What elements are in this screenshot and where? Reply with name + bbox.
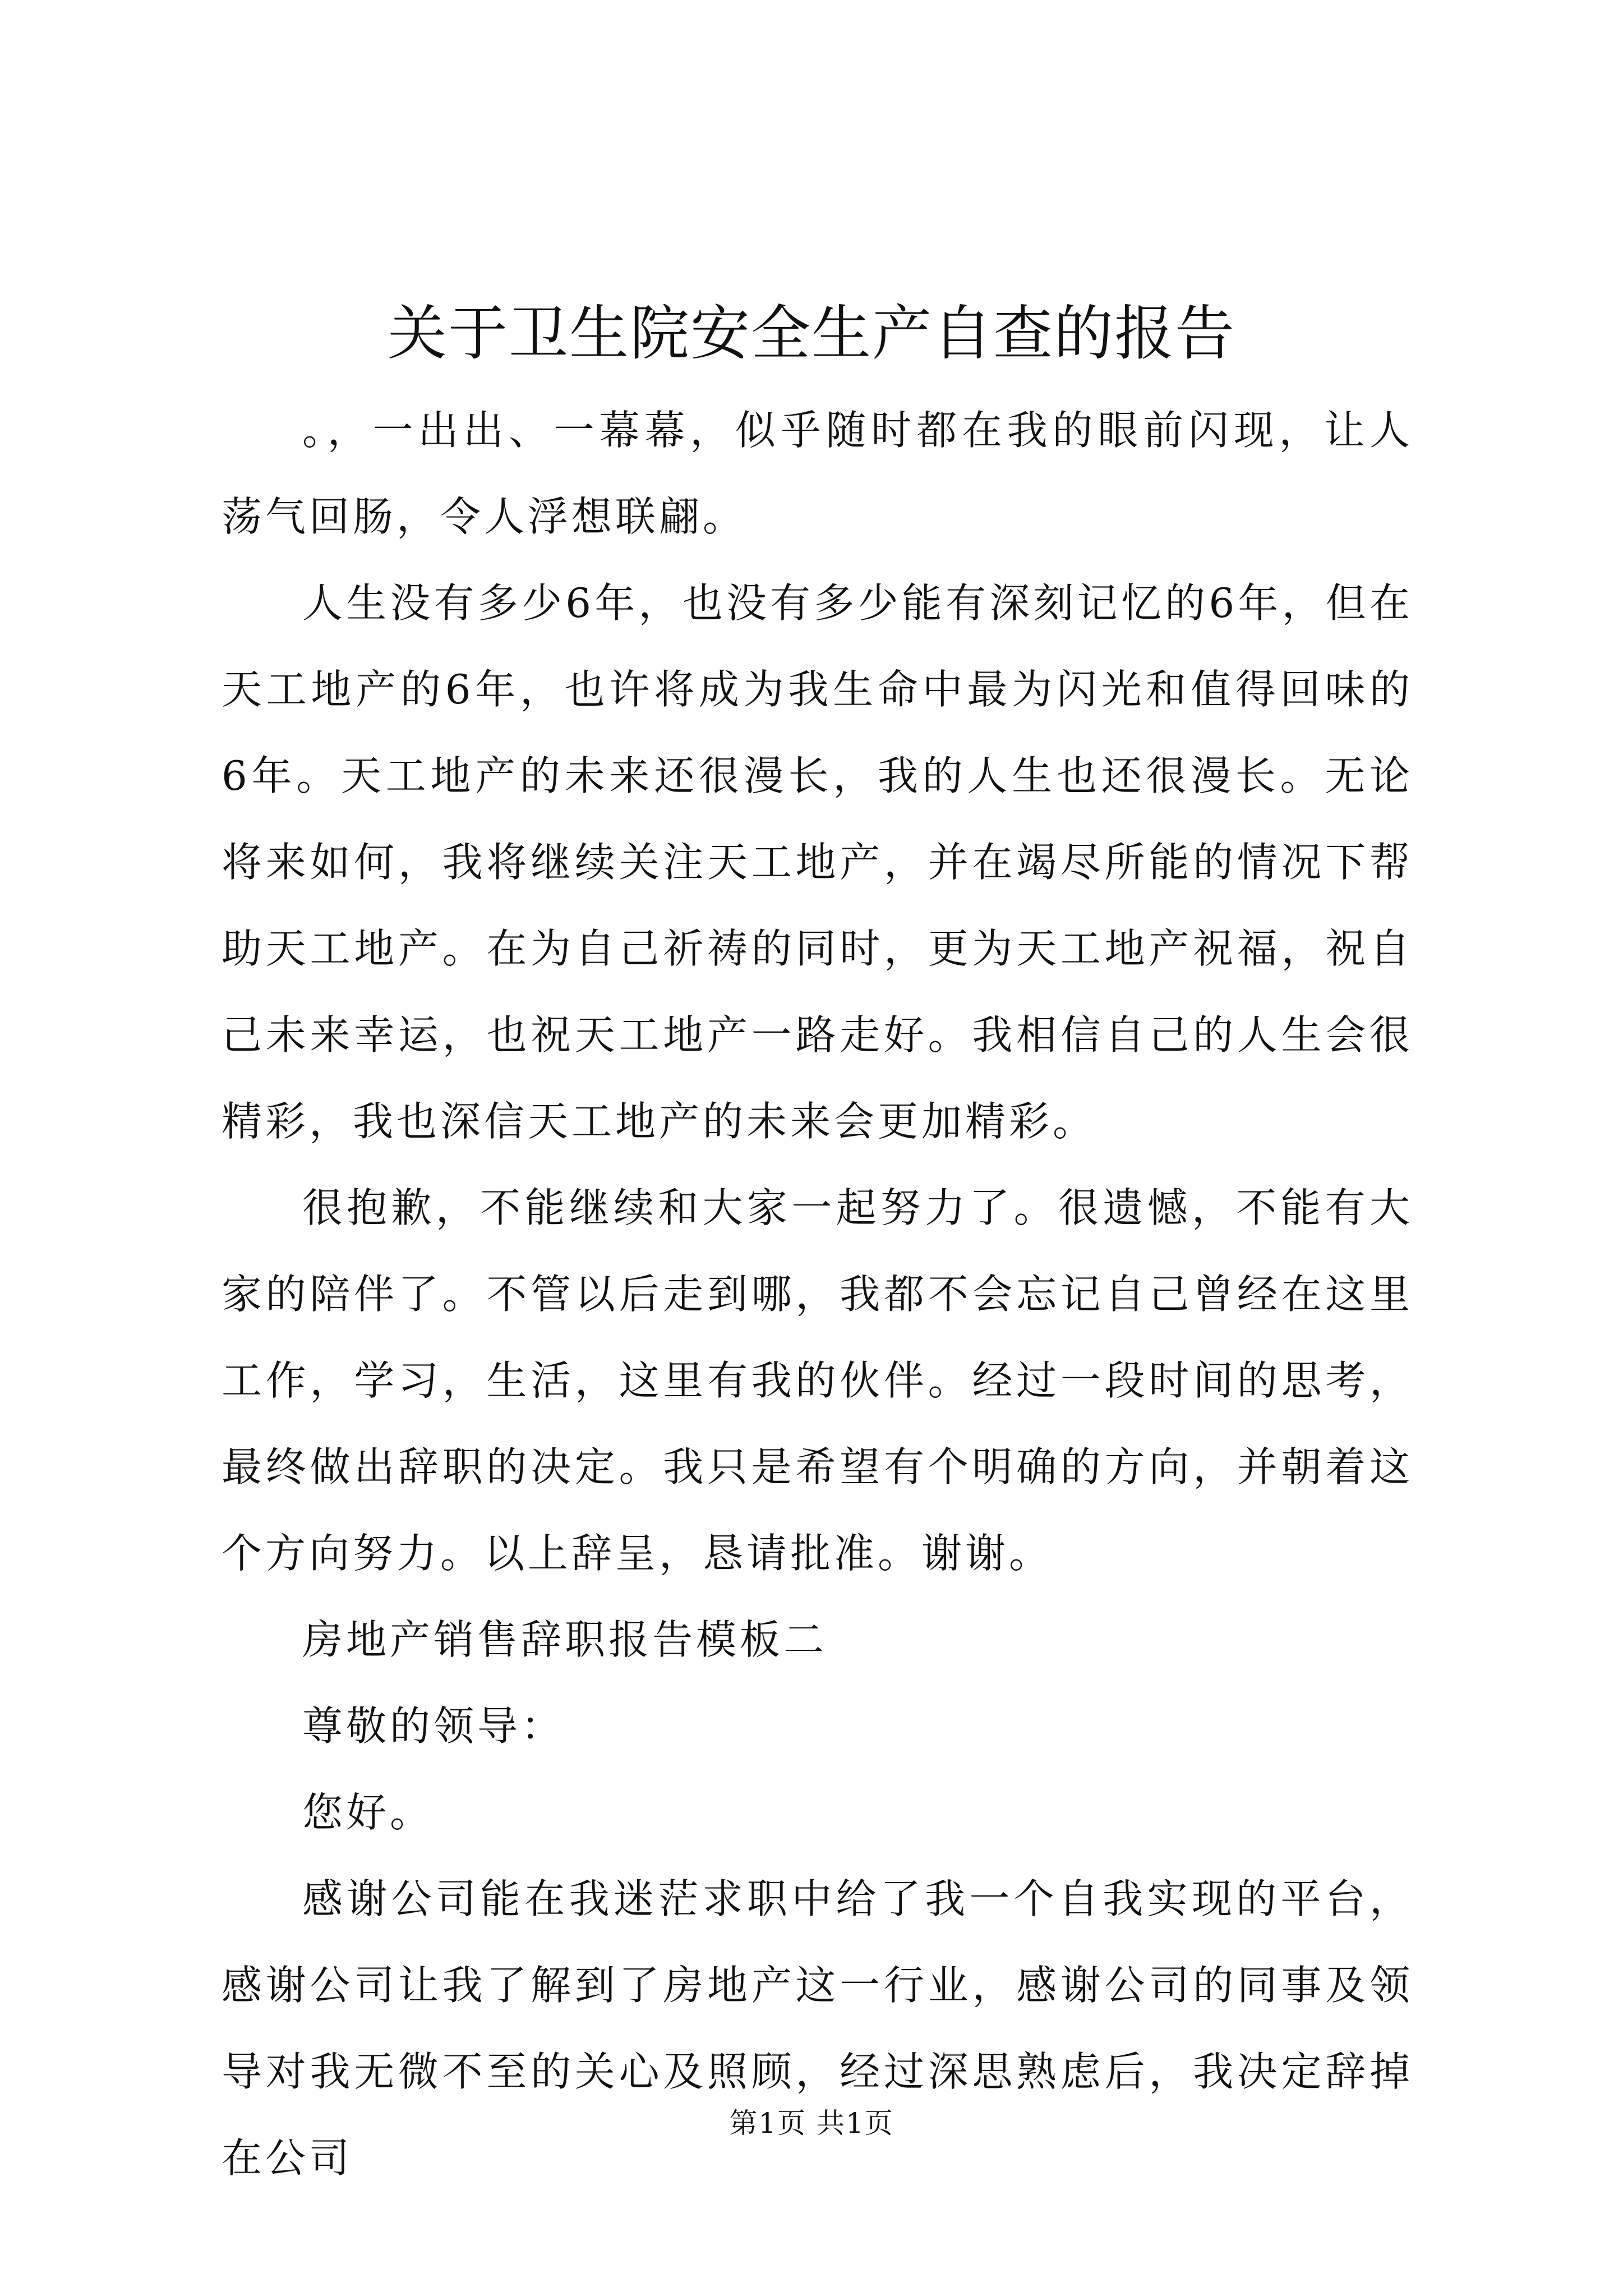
page-footer: 第1页 共1页 xyxy=(729,2107,894,2139)
paragraph-apology: 很抱歉，不能继续和大家一起努力了。很遗憾，不能有大家的陪伴了。不管以后走到哪，我都不会忘记自己曾经在这里工作，学习，生活，这里有我的伙伴。经过一段时间的思考，最终做出辞职的决定。我只是希望有个明确的方向，并朝着这个方向努力。以上辞呈，恳请批准。谢谢。 xyxy=(222,1184,1413,1577)
paragraph-salutation: 尊敬的领导： xyxy=(302,1703,565,1750)
paragraph-intro: 。，一出出、一幕幕，似乎随时都在我的眼前闪现，让人荡气回肠，令人浮想联翩。 xyxy=(222,407,1413,540)
paragraph-template-heading: 房地产销售辞职报告模板二 xyxy=(302,1616,828,1663)
document-title: 关于卫生院安全生产自查的报告 xyxy=(388,299,1235,368)
paragraph-thanks: 感谢公司能在我迷茫求职中给了我一个自我实现的平台，感谢公司让我了解到了房地产这一行业，感谢公司的同事及领导对我无微不至的关心及照顾，经过深思熟虑后，我决定辞掉在公司 xyxy=(222,1875,1413,2182)
document-body xyxy=(222,387,1413,2201)
paragraph-six-years: 人生没有多少6年，也没有多少能有深刻记忆的6年，但在天工地产的6年，也许将成为我生命中最为闪光和值得回味的6年。天工地产的未来还很漫长，我的人生也还很漫长。无论将来如何，我将继续关注天工地产，并在竭尽所能的情况下帮助天工地产。在为自己祈祷的同时，更为天工地产祝福，祝自己未来幸运，也祝天工地产一路走好。我相信自己的人生会很精彩，我也深信天工地产的未来会更加精彩。 xyxy=(222,579,1413,1145)
paragraph-greeting: 您好。 xyxy=(302,1789,434,1836)
